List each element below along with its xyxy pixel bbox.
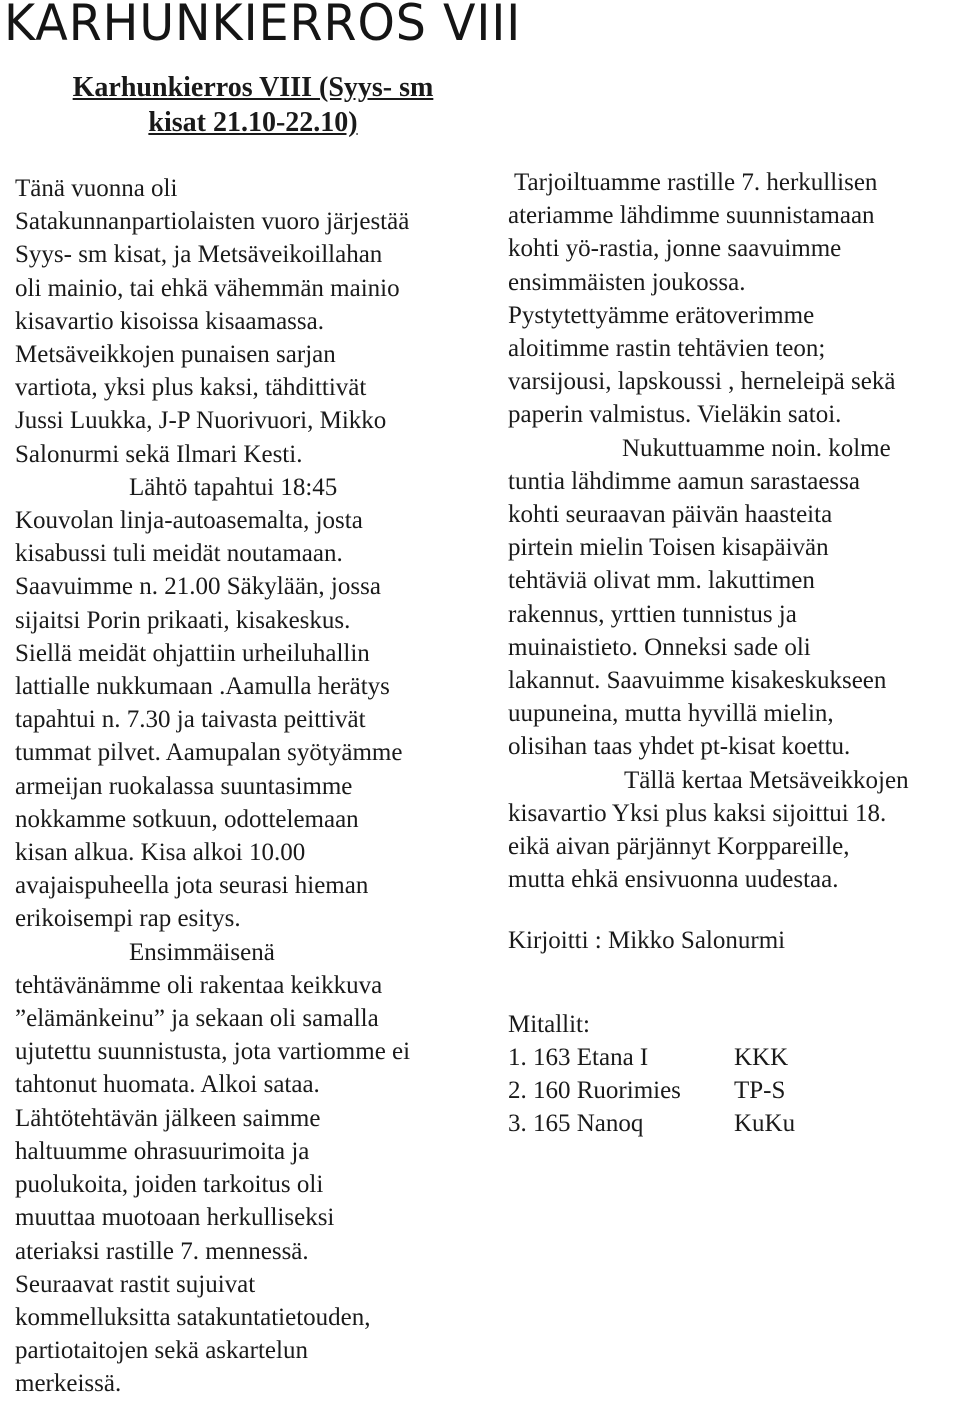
body-line: kohti yö-rastia, jonne saavuimme [508, 235, 842, 263]
body-line: eikä aivan pärjännyt Korppareille, [508, 833, 850, 861]
body-line: tehtävänämme oli rakentaa keikkuva [15, 971, 383, 999]
body-line: Tänä vuonna oli [15, 175, 178, 202]
body-line: ujutettu suunnistusta, jota vartiomme ei [15, 1038, 411, 1066]
body-line: uupuneina, mutta hyvillä mielin, [508, 700, 834, 728]
body-line: Siellä meidät ohjattiin urheiluhallin [15, 639, 370, 667]
body-line: Pystytettyämme erätoverimme [508, 301, 815, 329]
body-line: nokkamme sotkuun, odottelemaan [15, 805, 359, 833]
headline-line-2: kisat 21.10-22.10) [148, 107, 358, 138]
body-line: varsijousi, lapskoussi , herneleipä sekä [508, 368, 896, 396]
body-line: Satakunnanpartiolaisten vuoro järjestää [15, 208, 410, 236]
body-line: tehtäviä olivat mm. lakuttimen [508, 567, 815, 595]
body-line: Metsäveikkojen punaisen sarjan [15, 341, 336, 369]
body-line: erikoisempi rap esitys. [15, 905, 241, 933]
body-line: vartiota, yksi plus kaksi, tähdittivät [15, 374, 367, 402]
medals-list [508, 1008, 960, 1141]
body-line: tuntia lähdimme aamun sarastaessa [508, 467, 860, 495]
medal-row [508, 1074, 960, 1107]
body-line: Syys- sm kisat, ja Metsäveikoillahan [15, 241, 383, 269]
body-line: tapahtui n. 7.30 ja taivasta peittivät [15, 706, 366, 734]
headline-line-1: Karhunkierros VIII (Syys- sm [72, 72, 434, 103]
body-line: Salonurmi sekä Ilmari Kesti. [15, 440, 303, 468]
right-column [508, 166, 960, 1140]
body-line: partiotaitojen sekä askartelun [15, 1337, 308, 1365]
body-line: merkeissä. [15, 1370, 122, 1398]
body-line: kisan alkua. Kisa alkoi 10.00 [15, 839, 306, 867]
body-line: rakennus, yrttien tunnistus ja [508, 600, 797, 628]
body-line: Seuraavat rastit sujuivat [15, 1270, 256, 1298]
article-headline [30, 70, 476, 140]
body-line: kisavartio kisoissa kisaamassa. [15, 307, 324, 335]
body-line: armeijan ruokalassa suuntasimme [15, 772, 353, 800]
body-line: kommelluksitta satakuntatietouden, [15, 1303, 371, 1331]
body-line: ateriaksi rastille 7. mennessä. [15, 1237, 309, 1265]
body-line: muuttaa muotoaan herkulliseksi [15, 1204, 335, 1232]
body-line: Nukuttuamme noin. kolme [622, 434, 891, 462]
body-line: Kouvolan linja-autoasemalta, josta [15, 507, 363, 535]
masthead-title: KARHUNKIERROS VIII [4, 0, 522, 52]
body-line: avajaispuheella jota seurasi hieman [15, 872, 369, 900]
body-line: ”elämänkeinu” ja sekaan oli samalla [15, 1005, 379, 1033]
body-line: lakannut. Saavuimme kisakeskukseen [508, 667, 887, 695]
body-line: tahtonut huomata. Alkoi sataa. [15, 1071, 320, 1099]
medal-org: TP-S [734, 1077, 786, 1105]
body-line: haltuumme ohrasuurimoita ja [15, 1137, 310, 1165]
body-line: tummat pilvet. Aamupalan syötyämme [15, 739, 403, 767]
body-line: kisabussi tuli meidät noutamaan. [15, 540, 343, 568]
body-line: Ensimmäisenä [129, 938, 275, 966]
body-line: puolukoita, joiden tarkoitus oli [15, 1171, 324, 1199]
body-line: Lähtö tapahtui 18:45 [129, 473, 338, 501]
body-line: Tällä kertaa Metsäveikkojen [624, 766, 909, 794]
body-line: Lähtötehtävän jälkeen saimme [15, 1104, 321, 1132]
body-line: kohti seuraavan päivän haasteita [508, 501, 833, 529]
body-line: Tarjoiltuamme rastille 7. herkullisen [514, 169, 878, 196]
body-line: sijaitsi Porin prikaati, kisakeskus. [15, 606, 351, 634]
body-line: muinaistieto. Onneksi sade oli [508, 633, 811, 661]
medal-org: KKK [734, 1043, 789, 1071]
medal-row [508, 1107, 960, 1140]
body-line: mutta ehkä ensivuonna uudestaa. [508, 866, 839, 894]
body-line: pirtein mielin Toisen kisapäivän [508, 534, 829, 562]
body-line: ensimmäisten joukossa. [508, 268, 746, 296]
medal-place: 2. 160 Ruorimies [508, 1077, 681, 1105]
body-line: aloitimme rastin tehtävien teon; [508, 335, 826, 363]
medal-place: 3. 165 Nanoq [508, 1110, 644, 1138]
body-line: oli mainio, tai ehkä vähemmän mainio [15, 274, 400, 302]
left-column [15, 172, 493, 1401]
medal-place: 1. 163 Etana I [508, 1043, 649, 1071]
body-line: paperin valmistus. Vieläkin satoi. [508, 401, 842, 429]
body-line: Jussi Luukka, J-P Nuorivuori, Mikko [15, 407, 387, 435]
author-credit: Kirjoitti : Mikko Salonurmi [508, 927, 786, 955]
body-line: Saavuimme n. 21.00 Säkylään, jossa [15, 573, 381, 601]
body-line: lattialle nukkumaan .Aamulla herätys [15, 673, 390, 701]
body-line: olisihan taas yhdet pt-kisat koettu. [508, 733, 851, 761]
medal-row [508, 1041, 960, 1074]
body-line: ateriamme lähdimme suunnistamaan [508, 202, 875, 230]
medal-org: KuKu [734, 1110, 796, 1138]
body-line: kisavartio Yksi plus kaksi sijoittui 18. [508, 799, 887, 827]
medals-heading: Mitallit: [508, 1010, 590, 1038]
